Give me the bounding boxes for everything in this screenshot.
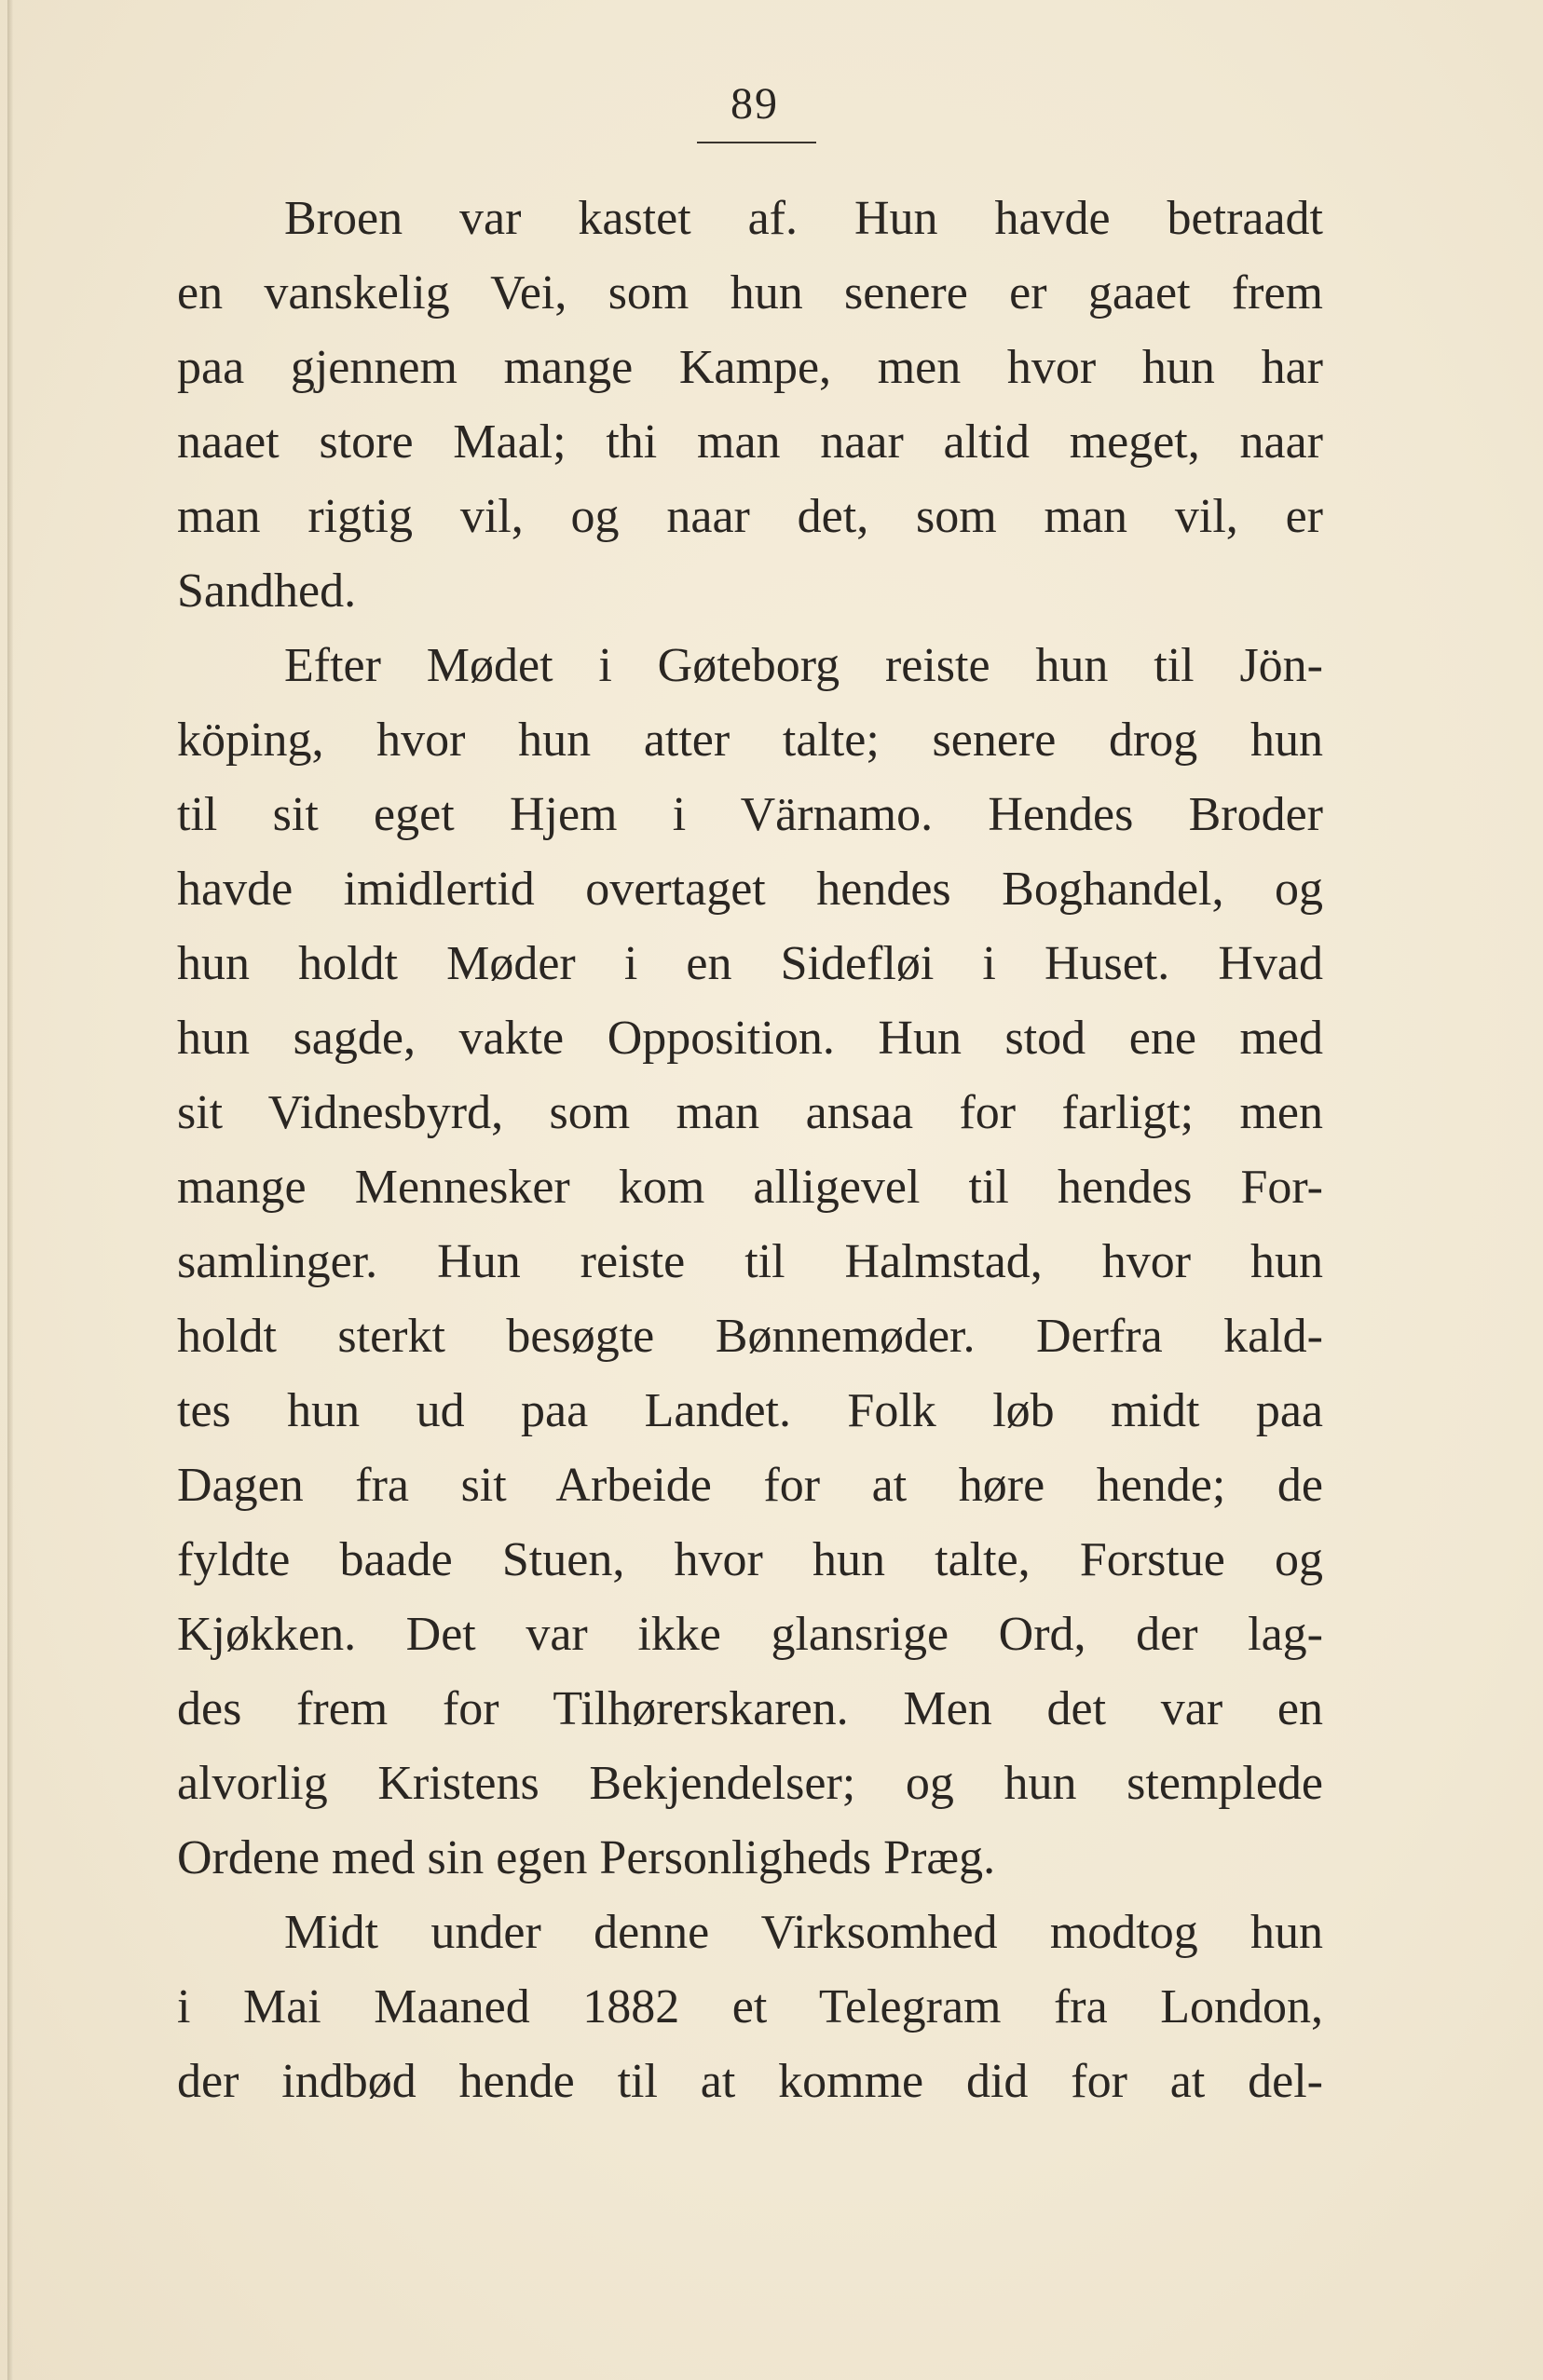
- text-line: Kjøkken. Det var ikke glansrige Ord, der lag-: [177, 1608, 1323, 1661]
- text-line: tes hun ud paa Landet. Folk løb midt paa: [177, 1384, 1323, 1437]
- page-gutter-edge: [7, 0, 13, 2380]
- page-number-rule: [697, 142, 816, 143]
- text-line: havde imidlertid overtaget hendes Boghandel, og: [177, 863, 1323, 916]
- text-line: Dagen fra sit Arbeide for at høre hende; de: [177, 1459, 1323, 1512]
- text-line: fyldte baade Stuen, hvor hun talte, Forstue og: [177, 1533, 1323, 1586]
- text-line: Broen var kastet af. Hun havde betraadt: [284, 192, 1323, 245]
- text-line: der indbød hende til at komme did for at del-: [177, 2055, 1323, 2108]
- text-line: naaet store Maal; thi man naar altid meget, naar: [177, 415, 1323, 469]
- text-line: Ordene med sin egen Personligheds Præg.: [177, 1831, 996, 1884]
- text-line: holdt sterkt besøgte Bønnemøder. Derfra kald-: [177, 1310, 1323, 1363]
- text-line: Sandhed.: [177, 564, 357, 618]
- text-line: til sit eget Hjem i Värnamo. Hendes Broder: [177, 788, 1323, 841]
- text-line: köping, hvor hun atter talte; senere drog hun: [177, 714, 1323, 767]
- text-line: Midt under denne Virksomhed modtog hun: [284, 1906, 1323, 1959]
- text-line: des frem for Tilhørerskaren. Men det var en: [177, 1682, 1323, 1735]
- text-line: Efter Mødet i Gøteborg reiste hun til Jön-: [284, 639, 1323, 692]
- text-line: sit Vidnesbyrd, som man ansaa for farligt; men: [177, 1086, 1323, 1139]
- text-line: mange Mennesker kom alligevel til hendes For-: [177, 1161, 1323, 1214]
- page-number: 89: [731, 79, 779, 129]
- text-line: samlinger. Hun reiste til Halmstad, hvor hun: [177, 1235, 1323, 1288]
- text-line: man rigtig vil, og naar det, som man vil, er: [177, 490, 1323, 543]
- text-line: i Mai Maaned 1882 et Telegram fra London,: [177, 1980, 1323, 2033]
- text-line: hun sagde, vakte Opposition. Hun stod ene med: [177, 1012, 1323, 1065]
- text-line: alvorlig Kristens Bekjendelser; og hun stemplede: [177, 1757, 1323, 1810]
- text-line: paa gjennem mange Kampe, men hvor hun har: [177, 341, 1323, 394]
- text-line: hun holdt Møder i en Sidefløi i Huset. Hvad: [177, 937, 1323, 990]
- text-line: en vanskelig Vei, som hun senere er gaaet frem: [177, 266, 1323, 320]
